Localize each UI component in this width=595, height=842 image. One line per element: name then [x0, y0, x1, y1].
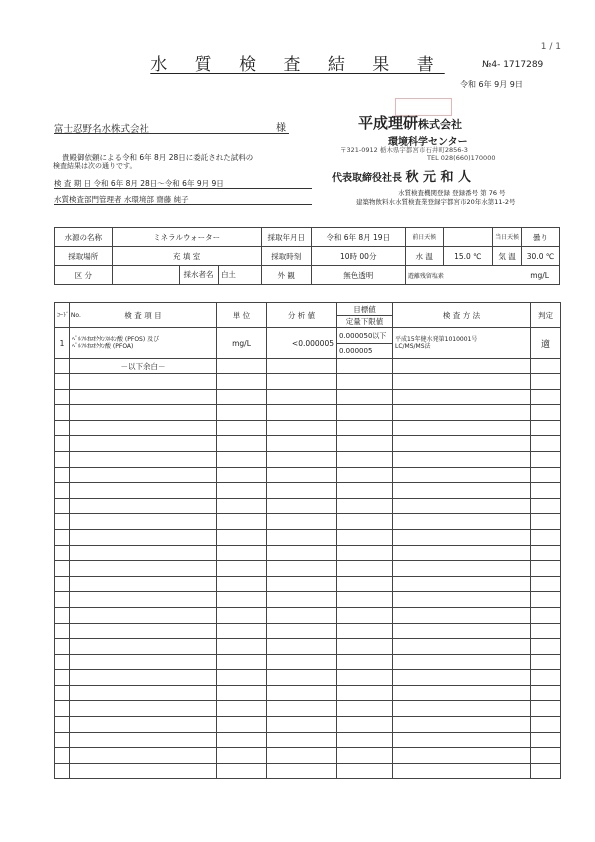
row-item [70, 328, 217, 359]
prev-weather-label: 前日天候 [405, 228, 443, 247]
target-bottom: 定量下限値 [345, 316, 384, 326]
empty-cell [217, 436, 267, 452]
empty-cell [55, 389, 70, 405]
empty-row [55, 685, 561, 701]
empty-row [55, 514, 561, 530]
issuer-tel: TEL 028(660)170000 [427, 154, 496, 162]
empty-cell [531, 436, 561, 452]
empty-cell [531, 405, 561, 421]
empty-cell [393, 763, 531, 779]
empty-cell [337, 639, 393, 655]
empty-cell [531, 514, 561, 530]
empty-cell [393, 514, 531, 530]
empty-cell [393, 561, 531, 577]
empty-cell [393, 654, 531, 670]
col-item: 検 査 項 目 [70, 303, 217, 328]
empty-cell [337, 420, 393, 436]
empty-cell [393, 545, 531, 561]
empty-cell [70, 763, 217, 779]
col-code: ｺｰﾄﾞ No. [55, 303, 70, 328]
empty-cell [267, 717, 337, 733]
empty-cell [337, 607, 393, 623]
remainder-note: －以下余白－ [70, 359, 217, 374]
registration-2: 建築物飲料水水質検査業登録宇都宮市20年水第11-2号 [356, 198, 516, 206]
empty-cell [267, 701, 337, 717]
row-value: <0.000005 [267, 328, 337, 359]
rep-name: 秋 元 和 人 [405, 170, 472, 185]
empty-cell [337, 717, 393, 733]
empty-cell [217, 420, 267, 436]
empty-cell [267, 576, 337, 592]
empty-cell [337, 685, 393, 701]
empty-cell [55, 359, 70, 374]
empty-cell [393, 685, 531, 701]
col-target [337, 303, 393, 328]
issuer-address: 〒321-0912 栃木県宇都宮市石井町2856-3 [340, 146, 468, 154]
empty-cell [70, 545, 217, 561]
empty-cell [217, 670, 267, 686]
empty-row [55, 451, 561, 467]
row-method-2: LC/MS/MS法 [395, 343, 431, 350]
empty-cell [337, 529, 393, 545]
empty-cell [55, 498, 70, 514]
empty-cell [337, 654, 393, 670]
empty-cell [393, 405, 531, 421]
empty-cell [393, 670, 531, 686]
empty-cell [55, 576, 70, 592]
empty-cell [393, 451, 531, 467]
empty-cell [267, 607, 337, 623]
empty-cell [267, 483, 337, 499]
appearance-label: 外 観 [261, 266, 311, 285]
period-underline [54, 188, 312, 189]
registration-1: 水質検査機関登録 登録番号 第 76 号 [398, 189, 506, 197]
empty-cell [217, 592, 267, 608]
empty-cell [337, 389, 393, 405]
empty-cell [55, 420, 70, 436]
empty-row [55, 607, 561, 623]
empty-cell [70, 732, 217, 748]
rep-title: 代表取締役社長 [332, 173, 402, 184]
empty-cell [531, 545, 561, 561]
empty-cell [55, 748, 70, 764]
empty-cell [267, 451, 337, 467]
empty-cell [267, 436, 337, 452]
empty-row [55, 732, 561, 748]
company-name: 平成理研 [358, 114, 419, 132]
empty-row [55, 654, 561, 670]
intro-line-2: 検査結果は次の通りです。 [53, 162, 137, 170]
results-table [54, 302, 561, 779]
prev-weather [443, 228, 493, 247]
empty-cell [267, 763, 337, 779]
water-name-label: 水源の名称 [55, 228, 113, 247]
empty-cell [531, 498, 561, 514]
empty-cell [337, 498, 393, 514]
empty-cell [55, 483, 70, 499]
empty-cell [217, 639, 267, 655]
empty-cell [55, 717, 70, 733]
empty-cell [217, 748, 267, 764]
row-method [393, 328, 531, 359]
manager-value: 水環境部 齋藤 純子 [123, 195, 189, 204]
empty-cell [217, 545, 267, 561]
sampler: 白土 [220, 270, 236, 279]
row-target-value: 0.000050以下 [337, 329, 392, 344]
appearance: 無色透明 [311, 266, 405, 285]
empty-cell [217, 732, 267, 748]
empty-cell [531, 359, 561, 374]
water-temp: 15.0 ℃ [443, 247, 493, 266]
empty-cell [337, 670, 393, 686]
empty-cell [337, 763, 393, 779]
water-temp-label: 水 温 [405, 247, 443, 266]
empty-cell [337, 514, 393, 530]
empty-row [55, 467, 561, 483]
row-target [337, 328, 393, 359]
period-value: 令和 6年 8月 28日～令和 6年 9月 9日 [93, 179, 224, 188]
empty-cell [55, 670, 70, 686]
row-judgment: 適 [531, 328, 561, 359]
empty-cell [217, 717, 267, 733]
empty-cell [70, 607, 217, 623]
row-code: 1 [55, 328, 70, 359]
day-weather-label: 当日天候 [493, 228, 522, 247]
empty-cell [267, 639, 337, 655]
empty-cell [267, 467, 337, 483]
empty-cell [217, 359, 267, 374]
empty-row [55, 639, 561, 655]
row-method-1: 平成15年健水発第1010001号 [395, 336, 478, 343]
empty-row [55, 389, 561, 405]
water-name: ミネラルウォーター [112, 228, 261, 247]
day-weather: 曇り [522, 228, 560, 247]
empty-cell [70, 498, 217, 514]
empty-cell [531, 701, 561, 717]
empty-cell [70, 717, 217, 733]
empty-cell [337, 545, 393, 561]
time: 10時 00分 [311, 247, 405, 266]
empty-cell [70, 420, 217, 436]
row-unit: mg/L [217, 328, 267, 359]
empty-cell [55, 654, 70, 670]
empty-row [55, 748, 561, 764]
residual-cell [405, 266, 559, 285]
sampler-label: 採水者名 [179, 266, 219, 284]
empty-cell [55, 405, 70, 421]
empty-cell [531, 763, 561, 779]
client-underline [54, 133, 289, 134]
sample-date: 令和 6年 8月 19日 [311, 228, 405, 247]
issuer-company [358, 112, 462, 133]
empty-cell [531, 374, 561, 390]
empty-cell [531, 732, 561, 748]
info-row [55, 266, 560, 285]
empty-row [55, 545, 561, 561]
row-item-1: ﾍﾟﾙﾌﾙｵﾛｵｸﾀﾝｽﾙﾎﾝ酸 (PFOS) 及び [72, 336, 160, 343]
empty-cell [217, 529, 267, 545]
empty-cell [531, 639, 561, 655]
empty-cell [217, 405, 267, 421]
empty-cell [393, 483, 531, 499]
residual-unit: mg/L [530, 270, 549, 280]
empty-cell [267, 359, 337, 374]
empty-cell [70, 639, 217, 655]
empty-cell [393, 529, 531, 545]
empty-cell [337, 732, 393, 748]
page-number: 1 / 1 [540, 42, 561, 52]
empty-cell [337, 561, 393, 577]
info-row [55, 247, 560, 266]
manager-label: 水質検査部門管理者 [54, 195, 122, 204]
empty-cell [55, 623, 70, 639]
empty-cell [70, 592, 217, 608]
empty-cell [217, 483, 267, 499]
empty-cell [217, 701, 267, 717]
empty-cell [55, 763, 70, 779]
empty-cell [217, 763, 267, 779]
empty-cell [217, 389, 267, 405]
empty-cell [531, 654, 561, 670]
empty-cell [531, 561, 561, 577]
empty-cell [70, 748, 217, 764]
empty-cell [217, 607, 267, 623]
period-label: 検 査 期 日 [54, 179, 92, 188]
company-suffix: 株式会社 [418, 118, 463, 131]
empty-cell [267, 685, 337, 701]
empty-cell [267, 561, 337, 577]
empty-cell [267, 389, 337, 405]
empty-cell [55, 685, 70, 701]
empty-cell [217, 654, 267, 670]
empty-row [55, 420, 561, 436]
empty-row [55, 405, 561, 421]
empty-cell [393, 498, 531, 514]
empty-cell [393, 359, 531, 374]
empty-row [55, 623, 561, 639]
time-label: 採取時刻 [261, 247, 311, 266]
empty-cell [267, 748, 337, 764]
empty-cell [55, 561, 70, 577]
empty-cell [217, 498, 267, 514]
empty-cell [337, 374, 393, 390]
empty-cell [393, 748, 531, 764]
empty-cell [337, 436, 393, 452]
empty-cell [531, 748, 561, 764]
empty-cell [531, 592, 561, 608]
report-number: №4- 1717289 [482, 60, 544, 70]
empty-cell [393, 467, 531, 483]
empty-cell [55, 514, 70, 530]
empty-cell [70, 654, 217, 670]
empty-cell [337, 451, 393, 467]
empty-cell [55, 529, 70, 545]
air-temp-label: 気 温 [493, 247, 522, 266]
empty-row [55, 561, 561, 577]
empty-cell [70, 514, 217, 530]
air-temp: 30.0 ℃ [522, 247, 560, 266]
empty-cell [393, 374, 531, 390]
residual-label: 遊離残留塩素 [407, 272, 444, 280]
empty-cell [70, 685, 217, 701]
empty-cell [267, 420, 337, 436]
empty-cell [70, 467, 217, 483]
col-judgment: 判定 [531, 303, 561, 328]
empty-row [55, 529, 561, 545]
empty-cell [267, 623, 337, 639]
empty-row [55, 483, 561, 499]
empty-cell [337, 467, 393, 483]
empty-cell [70, 561, 217, 577]
empty-cell [55, 436, 70, 452]
empty-cell [393, 607, 531, 623]
empty-cell [55, 732, 70, 748]
empty-cell [70, 529, 217, 545]
empty-cell [337, 623, 393, 639]
empty-cell [531, 670, 561, 686]
empty-cell [55, 374, 70, 390]
empty-cell [55, 592, 70, 608]
empty-cell [70, 405, 217, 421]
empty-row [55, 717, 561, 733]
empty-cell [393, 592, 531, 608]
empty-cell [531, 467, 561, 483]
empty-cell [337, 405, 393, 421]
empty-cell [70, 374, 217, 390]
empty-cell [393, 639, 531, 655]
empty-cell [217, 467, 267, 483]
empty-cell [267, 654, 337, 670]
empty-cell [267, 545, 337, 561]
col-value: 分 析 値 [267, 303, 337, 328]
empty-cell [531, 529, 561, 545]
empty-row [55, 436, 561, 452]
row-limit-value: 0.000005 [339, 346, 373, 355]
empty-cell [267, 670, 337, 686]
empty-cell [70, 576, 217, 592]
empty-cell [55, 607, 70, 623]
manager-underline [54, 204, 312, 205]
empty-cell [70, 451, 217, 467]
empty-cell [217, 623, 267, 639]
empty-cell [267, 592, 337, 608]
empty-row [55, 763, 561, 779]
category-label: 区 分 [55, 266, 113, 285]
empty-cell [393, 717, 531, 733]
empty-cell [337, 483, 393, 499]
empty-cell [55, 467, 70, 483]
empty-cell [267, 374, 337, 390]
empty-cell [267, 498, 337, 514]
empty-cell [217, 685, 267, 701]
empty-cell [393, 623, 531, 639]
empty-row [55, 576, 561, 592]
empty-cell [267, 405, 337, 421]
issuer-center: 環境科学センター [388, 137, 468, 148]
results-header [55, 303, 561, 328]
row-item-2: ﾍﾟﾙﾌﾙｵﾛｵｸﾀﾝ酸 (PFOA) [72, 343, 134, 350]
empty-cell [531, 483, 561, 499]
table-row [55, 328, 561, 359]
empty-cell [70, 389, 217, 405]
empty-cell [531, 451, 561, 467]
col-unit: 単 位 [217, 303, 267, 328]
empty-cell [393, 436, 531, 452]
info-row [55, 228, 560, 247]
sample-date-label: 採取年月日 [261, 228, 311, 247]
empty-cell [55, 545, 70, 561]
target-top: 目標値 [337, 304, 392, 316]
empty-row [55, 374, 561, 390]
empty-cell [267, 732, 337, 748]
empty-cell [337, 592, 393, 608]
empty-cell [393, 701, 531, 717]
empty-cell [337, 748, 393, 764]
empty-cell [393, 420, 531, 436]
empty-cell [531, 389, 561, 405]
representative [332, 166, 471, 185]
intro-line-1: 貴殿御依頼による令和 6年 8月 28日に委託された試料の [62, 153, 254, 162]
empty-cell [70, 670, 217, 686]
category-cell [112, 266, 261, 285]
empty-cell [217, 374, 267, 390]
empty-row [55, 592, 561, 608]
place-label: 採取場所 [55, 247, 113, 266]
client-honorific: 様 [276, 123, 286, 134]
empty-cell [217, 576, 267, 592]
empty-cell [70, 623, 217, 639]
empty-cell [393, 732, 531, 748]
empty-cell [393, 576, 531, 592]
empty-row [55, 670, 561, 686]
empty-cell [337, 359, 393, 374]
empty-cell [55, 701, 70, 717]
empty-cell [531, 717, 561, 733]
empty-row [55, 498, 561, 514]
empty-cell [531, 685, 561, 701]
empty-cell [55, 451, 70, 467]
empty-row [55, 701, 561, 717]
empty-cell [70, 483, 217, 499]
empty-cell [70, 436, 217, 452]
empty-cell [337, 701, 393, 717]
empty-cell [393, 389, 531, 405]
empty-cell [337, 576, 393, 592]
empty-cell [217, 514, 267, 530]
empty-cell [531, 607, 561, 623]
empty-cell [531, 623, 561, 639]
col-method: 検 査 方 法 [393, 303, 531, 328]
empty-cell [217, 561, 267, 577]
empty-cell [267, 514, 337, 530]
sample-info-table [54, 227, 560, 285]
empty-cell [531, 420, 561, 436]
empty-cell [70, 701, 217, 717]
place: 充 填 室 [112, 247, 261, 266]
table-row [55, 359, 561, 374]
empty-cell [55, 639, 70, 655]
empty-cell [217, 451, 267, 467]
issue-date: 令和 6年 9月 9日 [460, 80, 523, 89]
document-title: 水 質 検 査 結 果 書 [150, 55, 445, 75]
empty-cell [531, 576, 561, 592]
empty-cell [267, 529, 337, 545]
client-name: 富士忍野名水株式会社 [54, 124, 150, 135]
